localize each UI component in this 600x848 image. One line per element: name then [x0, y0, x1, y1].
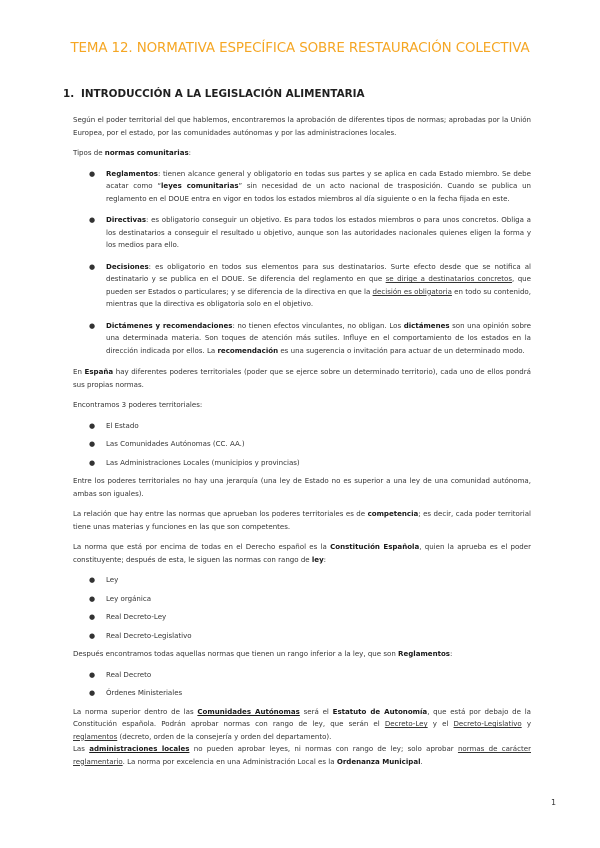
- bullet-icon: ●: [89, 670, 96, 679]
- bullet-icon: ●: [89, 576, 96, 584]
- section-heading-text: INTRODUCCIÓN A LA LEGISLACIÓN ALIMENTARIA: [81, 88, 365, 100]
- list-item: ● Las Administraciones Locales (municipios y provincias): [73, 457, 531, 470]
- list-item-reglamentos: ● Reglamentos: tienen alcance general y obligatorio en todas sus partes y se aplica en cada Estado miembro. Se debe acatar como “leyes comunitarias” sin necesidad de un acto nacional de trasposición. Cuando se publica un reglamento en el DOUE entra en vigor en todos los estados miembros al día siguiente o en la fecha fijada en este.: [89, 168, 532, 203]
- bullet-icon: ●: [89, 594, 96, 603]
- bullet-icon: ●: [89, 689, 96, 697]
- paragraph-intro: Según el poder territorial del que hablemos, encontraremos la aprobación de diferentes tipos de normas; aprobadas por la Unión Europea, por el estado, por las comunidades autónomas y por las administraciones locales.: [73, 115, 531, 137]
- list-item: ● Las Comunidades Autónomas (CC. AA.): [73, 438, 531, 451]
- section-heading: [63, 88, 365, 100]
- paragraph-espana: En España hay diferentes poderes territoriales (poder que se ejerce sobre un determinado territorio), cada uno de ellos pondrá sus propias normas.: [73, 367, 531, 389]
- bullet-icon: ●: [89, 631, 96, 640]
- paragraph-despues: Después encontramos todas aquellas normas que tienen un rango inferior a la ley, que son Reglamentos:: [73, 649, 453, 658]
- document-title: TEMA 12. NORMATIVA ESPECÍFICA SOBRE RESTAURACIÓN COLECTIVA: [70, 41, 530, 56]
- paragraph-jerarquia: Entre los poderes territoriales no hay una jerarquía (una ley de Estado no es superior a una ley de una comunidad autónoma, ambas son iguales).: [73, 476, 531, 498]
- bullet-icon: ●: [89, 421, 96, 430]
- list-item: ● Ley: [73, 574, 531, 587]
- paragraph-local: Las administraciones locales no pueden aprobar leyes, ni normas con rango de ley; solo aprobar normas de carácter reglamentario. La norma por excelencia en una Administración Local es la Ordenanza Municipal.: [73, 744, 531, 766]
- paragraph-ccaa: La norma superior dentro de las Comunidades Autónomas será el Estatuto de Autonomía, que está por debajo de la Constitución española. Podrán aprobar normas con rango de ley, que serán el Decreto-Ley y el Decreto-Legislativo y reglamentos (decreto, orden de la consejería y orden del departamento).: [73, 706, 531, 741]
- list-item: ● Real Decreto: [73, 669, 531, 682]
- document-body: [73, 114, 531, 776]
- bullet-icon: ●: [89, 613, 96, 621]
- list-item: ● Órdenes Ministeriales: [73, 687, 531, 700]
- list-item: ● Real Decreto-Ley: [73, 611, 531, 624]
- paragraph-encontramos: Encontramos 3 poderes territoriales:: [73, 400, 203, 409]
- leyes-list: [73, 574, 531, 642]
- poderes-list: [73, 420, 531, 470]
- reglamentos-list: [73, 669, 531, 700]
- paragraph-norma: La norma que está por encima de todas en el Derecho español es la Constitución Española, quien la aprueba es el poder constituyente; después de esta, le siguen las normas con rango de ley:: [73, 542, 532, 564]
- bullet-icon: ●: [89, 216, 96, 224]
- section-number: 1.: [63, 88, 75, 100]
- list-item: ● El Estado: [73, 420, 531, 433]
- paragraph-tipos: Tipos de normas comunitarias:: [73, 148, 192, 157]
- page-number: 1: [551, 798, 557, 807]
- list-item-decisiones: ● Decisiones: es obligatorio en todos sus elementos para sus destinatarios. Surte efecto desde que se notifica al destinatario y se publica en el DOUE. Se diferencia del reglamento en que se dirige a destinatarios concretos, que pueden ser Estados o particulares; y se diferencia de la directiva en que la decisión es obligatoria en todo su contenido, mientras que la directiva es obligatoria solo en el objetivo.: [89, 261, 531, 308]
- bullet-icon: ●: [89, 440, 96, 448]
- bullet-icon: ●: [89, 169, 96, 178]
- paragraph-relacion: La relación que hay entre las normas que aprueban los poderes territoriales es de competencia; es decir, cada poder territorial tiene unas materias y funciones en las que son competentes.: [73, 509, 531, 531]
- normas-comunitarias-list: [73, 168, 531, 358]
- bullet-icon: ●: [89, 321, 96, 330]
- list-item-dictamenes: ● Dictámenes y recomendaciones: no tienen efectos vinculantes, no obligan. Los dictámenes son una opinión sobre una determinada materia. Son toques de atención más sutiles. Influye en el comportamiento de los estados en la dirección indicada por ellos. La recomendación es una sugerencia o invitación para actuar de un determinado modo.: [89, 320, 531, 355]
- bullet-icon: ●: [89, 262, 96, 271]
- list-item-directivas: ● Directivas: es obligatorio conseguir un objetivo. Es para todos los estados miembros o para unos concretos. Obliga a los destinatarios a conseguir el resultado u objetivo, aunque son las autoridades nacionales quienes eligen la forma y los medios para ello.: [89, 215, 531, 249]
- list-item: ● Ley orgánica: [73, 593, 531, 606]
- bullet-icon: ●: [89, 458, 96, 467]
- list-item: ● Real Decreto-Legislativo: [73, 630, 531, 643]
